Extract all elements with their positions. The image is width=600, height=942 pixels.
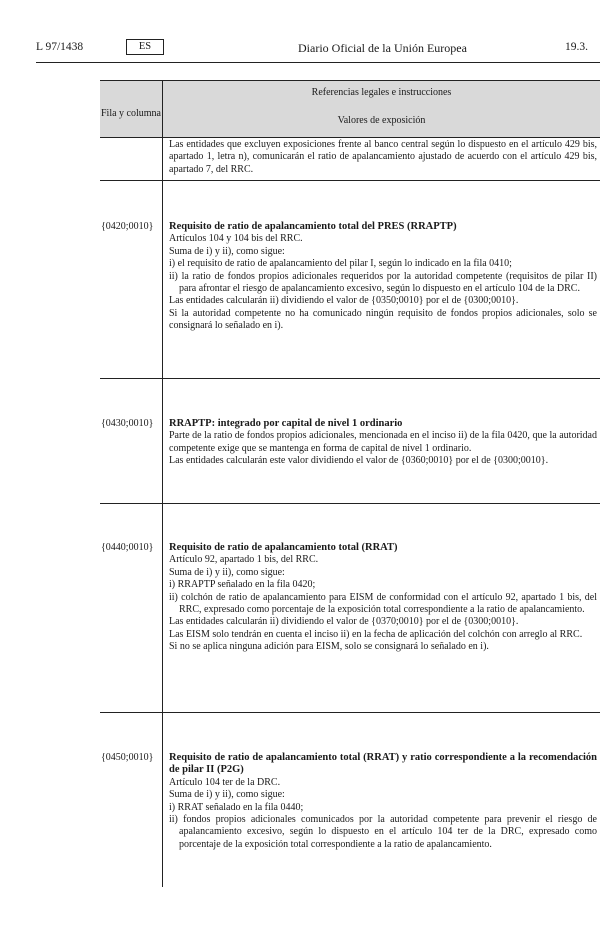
table-row bbox=[169, 542, 597, 654]
row-code: {0450;0010} bbox=[101, 752, 154, 763]
header-rule bbox=[36, 62, 600, 63]
row-code: {0440;0010} bbox=[101, 542, 154, 553]
language-badge: ES bbox=[126, 39, 164, 55]
page-header bbox=[36, 41, 600, 57]
row-divider bbox=[100, 712, 600, 713]
row-title: Requisito de ratio de apalancamiento total (RRAT) bbox=[169, 542, 398, 553]
cell-text: Parte de la ratio de fondos propios adicionales, mencionada en el inciso ii) de la fila 0420, que la autoridad competente exige que se mantenga en forma de capital de nivel 1 ordinario. bbox=[169, 430, 597, 454]
list-item: i) RRAPTP señalado en la fila 0420; bbox=[169, 579, 316, 591]
cell-text: Las entidades calcularán ii) dividiendo el valor de {0350;0010} por el de {0300;0010}. bbox=[169, 295, 519, 307]
cell-text: Artículo 104 ter de la DRC. bbox=[169, 776, 281, 788]
cell-text: Si no se aplica ninguna adición para EISM, solo se consignará lo señalado en i). bbox=[169, 641, 489, 653]
journal-title: Diario Oficial de la Unión Europea bbox=[298, 41, 467, 55]
cell-text: Artículos 104 y 104 bis del RRC. bbox=[169, 233, 303, 245]
cell-text: Las entidades que excluyen exposiciones frente al banco central según lo dispuesto en el artículo 429 bis, apartado 1, letra n), comunicarán el ratio de apalancamiento ajustado de acuerdo con el artículo 429 bis, apartado 7, del RRC. bbox=[169, 139, 597, 175]
row-title: Requisito de ratio de apalancamiento total del PRES (RRAPTP) bbox=[169, 221, 457, 232]
column-header-values: Valores de exposición bbox=[162, 104, 600, 137]
row-divider bbox=[100, 180, 600, 181]
table-row bbox=[169, 221, 597, 333]
table-row bbox=[169, 752, 597, 851]
cell-text: Suma de i) y ii), como sigue: bbox=[169, 245, 285, 257]
journal-series: L 97/1438 bbox=[36, 41, 84, 53]
row-title: Requisito de ratio de apalancamiento total (RRAT) y ratio correspondiente a la recomendación de pilar II (P2G) bbox=[169, 752, 597, 776]
table-row bbox=[169, 418, 597, 468]
cell-text: Las entidades calcularán este valor dividiendo el valor de {0360;0010} por el de {0300;0010}. bbox=[169, 455, 549, 467]
publication-date: 19.3. bbox=[565, 41, 588, 53]
table-row bbox=[169, 139, 597, 176]
list-item: ii) fondos propios adicionales comunicados por la autoridad competente para prevenir el riesgo de apalancamiento excesivo, según lo dispuesto en el artículo 104 ter de la DRC, expresado como porcentaje de la exposición total correspondiente a la ratio de apalancamiento. bbox=[169, 814, 597, 850]
row-title: RRAPTP: integrado por capital de nivel 1 ordinario bbox=[169, 418, 403, 429]
list-item: ii) la ratio de fondos propios adicionales requeridos por la autoridad competente (requisitos de pilar II) para afrontar el riesgo de apalancamiento excesivo, según lo dispuesto en el artículo 104 de la DRC. bbox=[169, 270, 597, 295]
cell-text: Si la autoridad competente no ha comunicado ningún requisito de fondos propios adicionales, solo se consignará lo señalado en i). bbox=[169, 307, 597, 332]
table-header-span-row bbox=[100, 80, 600, 106]
list-item: i) el requisito de ratio de apalancamiento del pilar I, según lo indicado en la fila 0410; bbox=[169, 258, 512, 270]
row-code: {0430;0010} bbox=[101, 418, 154, 429]
list-item: i) RRAT señalado en la fila 0440; bbox=[169, 801, 304, 813]
row-divider bbox=[100, 503, 600, 504]
table-header-span: Referencias legales e instrucciones bbox=[162, 81, 600, 105]
column-divider bbox=[162, 137, 163, 887]
column-header-row: Fila y columna bbox=[101, 108, 161, 119]
cell-text: Las entidades calcularán ii) dividiendo el valor de {0370;0010} por el de {0300;0010}. bbox=[169, 616, 519, 628]
cell-text: Suma de i) y ii), como sigue: bbox=[169, 789, 285, 801]
row-divider bbox=[100, 378, 600, 379]
list-item: ii) colchón de ratio de apalancamiento para EISM de conformidad con el artículo 92, apartado 1 bis, del RRC, expresado como porcentaje de la exposición total correspondiente a la ratio de apalancamiento. bbox=[169, 591, 597, 616]
cell-text: Suma de i) y ii), como sigue: bbox=[169, 566, 285, 578]
cell-text: Artículo 92, apartado 1 bis, del RRC. bbox=[169, 554, 319, 566]
row-code: {0420;0010} bbox=[101, 221, 154, 232]
table-header-columns bbox=[100, 104, 600, 138]
cell-text: Las EISM solo tendrán en cuenta el inciso ii) en la fecha de aplicación del colchón con arreglo al RRC. bbox=[169, 628, 583, 640]
